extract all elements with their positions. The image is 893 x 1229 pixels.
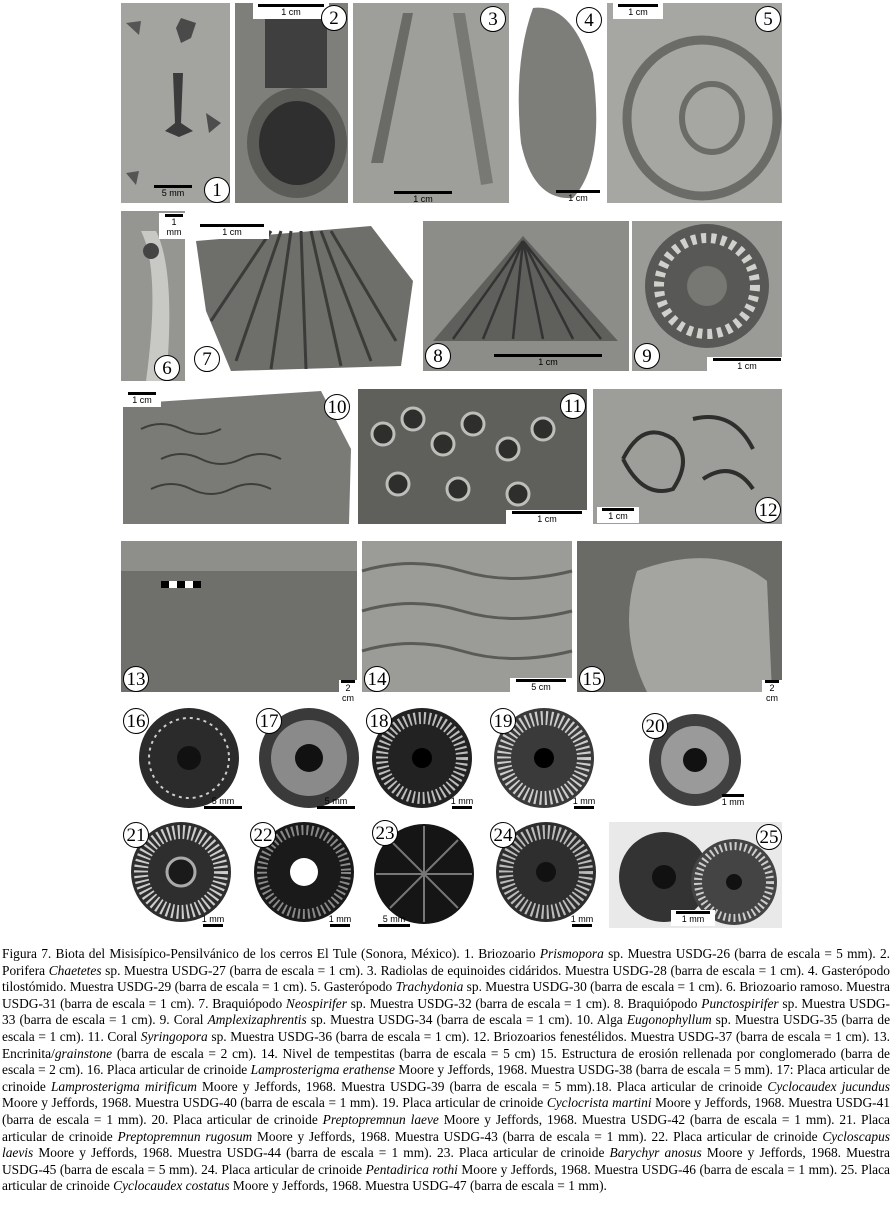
caption-text: sp. Muestra USDG-26 (barra de escala = 5 mm). 2. Porifera	[2, 946, 891, 978]
caption-taxon: Eugonophyllum	[626, 1012, 712, 1028]
caption-text: Moore y Jeffords, 1968. Muestra USDG-42 (barra de escala = 1 mm). 21. Placa articular de crinoide	[2, 1111, 890, 1144]
caption-taxon: Prismopora	[539, 946, 604, 961]
panel-number: 6	[154, 355, 180, 381]
panel-number: 7	[194, 346, 220, 372]
scale-label: 1 cm	[628, 7, 648, 17]
scale-label: 1 mm	[681, 914, 705, 924]
caption-text: sp. Muestra USDG-34 (barra de escala = 1 cm). 10. Alga	[306, 1012, 627, 1028]
coral-syringopora-photo	[358, 389, 587, 524]
scale-label: 1 cm	[281, 7, 301, 17]
figure-caption	[2, 946, 890, 1195]
scale-bar-20	[720, 794, 746, 807]
scale-label: 1 mm	[328, 914, 352, 924]
scale-bar-1	[153, 185, 193, 198]
scale-bar-12	[597, 507, 639, 523]
panel-number: 15	[579, 666, 605, 692]
caption-taxon: Cyclocaudex costatus	[113, 1178, 230, 1194]
caption-taxon: Preptopremnun laeve	[322, 1111, 439, 1127]
panel-8	[423, 221, 629, 371]
caption-text: sp. Muestra USDG-33 (barra de escala = 1 cm). 9. Coral	[2, 995, 890, 1028]
panel-number: 9	[634, 343, 660, 369]
scale-bar-5	[613, 3, 663, 19]
panel-15	[577, 541, 782, 703]
encrinite-outcrop-photo	[121, 541, 357, 692]
brachiopod-neospirifer-photo	[191, 221, 417, 376]
scale-label: 5 mm	[324, 796, 348, 806]
scale-label: 1 mm	[450, 796, 474, 806]
panel-number: 22	[250, 822, 276, 848]
alga-eugonophyllum-photo	[121, 389, 353, 524]
erosion-structure-photo	[577, 541, 782, 692]
scale-bar-7	[195, 223, 269, 239]
caption-text: Figura 7. Biota del Misisípico-Pensilvánico de los cerros El Tule (Sonora, México). 1. Briozoario	[2, 946, 540, 961]
scale-bar-2	[253, 3, 329, 19]
panel-number: 4	[576, 7, 602, 33]
scale-bar-17	[316, 796, 356, 809]
scale-label: 5 mm	[211, 796, 235, 806]
scale-bar-8	[493, 354, 603, 367]
scale-bar-16	[203, 796, 243, 809]
scale-label: 1 cm	[413, 194, 433, 204]
caption-text: Moore y Jeffords, 1968. Muestra USDG-47 (barra de escala = 1 mm).	[229, 1178, 607, 1194]
caption-text: sp. Muestra USDG-27 (barra de escala = 1 cm). 3. Radiolas de equinoides cidáridos. Muestra USDG-28 (barra de escala = 1 cm). 4. Gasterópodo tilostómido. Muestra USDG-29 (barra de escala = 1 cm). 5. Gasterópodo	[2, 962, 890, 995]
panel-6	[121, 211, 185, 381]
caption-text: sp. Muestra USDG-35 (barra de escala = 1 cm). 11. Coral	[2, 1012, 891, 1044]
scale-label: 1 mm	[166, 217, 182, 237]
scale-label: 1 cm	[737, 361, 757, 371]
scale-bar-24	[570, 914, 594, 927]
panel-22	[248, 820, 360, 928]
panel-4	[513, 3, 605, 203]
panel-number: 12	[755, 497, 781, 523]
panel-number: 10	[324, 394, 350, 420]
panel-number: 3	[480, 6, 506, 32]
caption-text: Moore y Jeffords, 1968. Muestra USDG-46 (barra de escala = 1 mm). 25. Placa articular de crinoide	[2, 1161, 890, 1194]
panel-number: 19	[490, 708, 516, 734]
panel-number: 21	[123, 822, 149, 848]
panel-number: 8	[425, 343, 451, 369]
scale-bar-18	[450, 796, 474, 809]
caption-text: Moore y Jeffords, 1968. Muestra USDG-39 (barra de escala = 5 mm).18. Placa articular de crinoide	[196, 1078, 768, 1094]
panel-number: 11	[560, 393, 586, 419]
caption-taxon: grainstone	[54, 1045, 113, 1061]
caption-text: sp. Muestra USDG-36 (barra de escala = 1 cm). 12. Briozoarios fenestélidos. Muestra USDG-37 (barra de escala = 1 cm). 13. Encrinita/	[2, 1028, 890, 1061]
caption-text: Moore y Jeffords, 1968. Muestra USDG-43 (barra de escala = 1 mm). 22. Placa articular de crinoide	[252, 1128, 823, 1144]
caption-taxon: Cyclocrista martini	[546, 1095, 652, 1111]
scale-label: 1 cm	[222, 227, 242, 237]
caption-taxon: Pentadirica rothi	[365, 1161, 458, 1177]
panel-14	[362, 541, 572, 692]
panel-7	[191, 221, 417, 376]
panel-10	[121, 389, 353, 524]
scale-label: 5 mm	[382, 914, 406, 924]
caption-taxon: Lamprosterigma mirificum	[50, 1078, 197, 1094]
scale-label: 1 cm	[608, 511, 628, 521]
sponge-photo	[235, 3, 348, 203]
caption-text: sp. Muestra USDG-32 (barra de escala = 1 cm). 8. Braquiópodo	[346, 995, 702, 1011]
scale-label: 5 cm	[531, 682, 551, 692]
panel-19	[488, 706, 600, 810]
panel-17	[254, 706, 366, 810]
scale-label: 1 cm	[568, 193, 588, 203]
scale-bar-25	[671, 910, 715, 926]
scale-bar-19	[572, 796, 596, 809]
caption-text: Moore y Jeffords, 1968. Muestra USDG-40 (barra de escala = 1 mm). 19. Placa articular de crinoide	[2, 1095, 547, 1111]
panel-25	[609, 822, 782, 928]
panel-24	[488, 820, 600, 928]
panel-number: 24	[490, 822, 516, 848]
caption-taxon: Punctospirifer	[701, 995, 779, 1011]
scale-label: 2 cm	[766, 683, 778, 703]
caption-taxon: Trachydonia	[395, 979, 464, 995]
panel-number: 17	[256, 708, 282, 734]
panel-3	[353, 3, 509, 203]
scale-label: 1 mm	[721, 797, 745, 807]
caption-taxon: Amplexizaphrentis	[207, 1012, 307, 1028]
panel-number: 2	[321, 5, 347, 31]
panel-number: 1	[204, 177, 230, 203]
panel-number: 25	[756, 824, 782, 850]
scale-bar-3	[393, 191, 453, 204]
caption-text: Moore y Jeffords, 1968. Muestra USDG-45 (barra de escala = 5 mm). 24. Placa articular de crinoide	[2, 1145, 890, 1177]
panel-number: 13	[123, 666, 149, 692]
scale-bar-11	[506, 510, 588, 526]
scale-bar-14	[510, 678, 572, 694]
scale-bar-9	[707, 357, 787, 373]
bryozoan-photo	[121, 3, 230, 203]
panel-12	[593, 389, 782, 524]
brachiopod-punctospirifer-photo	[423, 221, 629, 371]
echinoid-spines-photo	[353, 3, 509, 203]
tempestite-outcrop-photo	[362, 541, 572, 692]
panel-16	[121, 706, 246, 810]
caption-text: Moore y Jeffords, 1968. Muestra USDG-41 (barra de escala = 1 mm). 20. Placa articular de crinoide	[2, 1095, 890, 1127]
panel-number: 14	[364, 666, 390, 692]
scale-bar-10	[123, 391, 161, 407]
panel-23	[372, 818, 477, 928]
caption-text: Moore y Jeffords, 1968. Muestra USDG-44 (barra de escala = 1 mm). 23. Placa articular de crinoide	[33, 1145, 610, 1161]
panel-20	[640, 710, 750, 808]
scale-bar-23	[376, 914, 412, 927]
panel-number: 16	[123, 708, 149, 734]
panel-number: 20	[642, 713, 668, 739]
scale-label: 1 cm	[537, 514, 557, 524]
caption-taxon: Chaetetes	[48, 962, 102, 978]
panel-13	[121, 541, 357, 703]
gastropod-coil-photo	[607, 3, 782, 203]
scale-label: 1 mm	[570, 914, 594, 924]
caption-text: (barra de escala = 2 cm). 14. Nivel de tempestitas (barra de escala = 5 cm) 15. Estructura de erosión rellenada por conglomerado (barra de escala = 2 cm). 16. Placa articular de crinoide	[2, 1045, 890, 1078]
caption-taxon: Barychyr anosus	[609, 1145, 702, 1161]
caption-text: Moore y Jeffords, 1968. Muestra USDG-38 (barra de escala = 5 mm). 17: Placa articular de crinoide	[2, 1062, 890, 1094]
panel-11	[358, 389, 587, 524]
scale-bar-22	[328, 914, 352, 927]
panel-21	[121, 820, 233, 928]
caption-taxon: Syringopora	[140, 1028, 208, 1044]
scale-label: 1 cm	[132, 395, 152, 405]
caption-taxon: Neospirifer	[285, 995, 347, 1011]
panel-1	[121, 3, 230, 203]
panel-number: 23	[372, 820, 398, 846]
scale-bar-15	[762, 680, 782, 703]
caption-taxon: Cyclocaudex jucundus	[767, 1078, 890, 1094]
panel-2	[235, 3, 348, 203]
panel-number: 18	[366, 708, 392, 734]
scale-label: 1 cm	[538, 357, 558, 367]
caption-taxon: Lamprosterigma erathense	[250, 1062, 395, 1078]
scale-bar-21	[201, 914, 225, 927]
scale-label: 1 mm	[201, 914, 225, 924]
caption-taxon: Cycloscapus laevis	[2, 1128, 891, 1161]
scale-bar-4	[555, 190, 601, 203]
scale-label: 1 mm	[572, 796, 596, 806]
scale-label: 2 cm	[342, 683, 354, 703]
scale-bar-6	[159, 213, 189, 239]
panel-9	[632, 221, 782, 371]
scale-bar-13	[339, 680, 357, 703]
caption-text: sp. Muestra USDG-30 (barra de escala = 1 cm). 6. Briozoario ramoso. Muestra USDG-31 (barra de escala = 1 cm). 7. Braquiópodo	[2, 979, 890, 1011]
scale-label: 5 mm	[161, 188, 185, 198]
panel-18	[364, 706, 476, 810]
caption-taxon: Preptopremnun rugosum	[117, 1128, 253, 1144]
panel-5	[607, 3, 782, 203]
panel-number: 5	[755, 6, 781, 32]
fenestellid-bryozoans-photo	[593, 389, 782, 524]
gastropod-photo	[513, 3, 605, 203]
